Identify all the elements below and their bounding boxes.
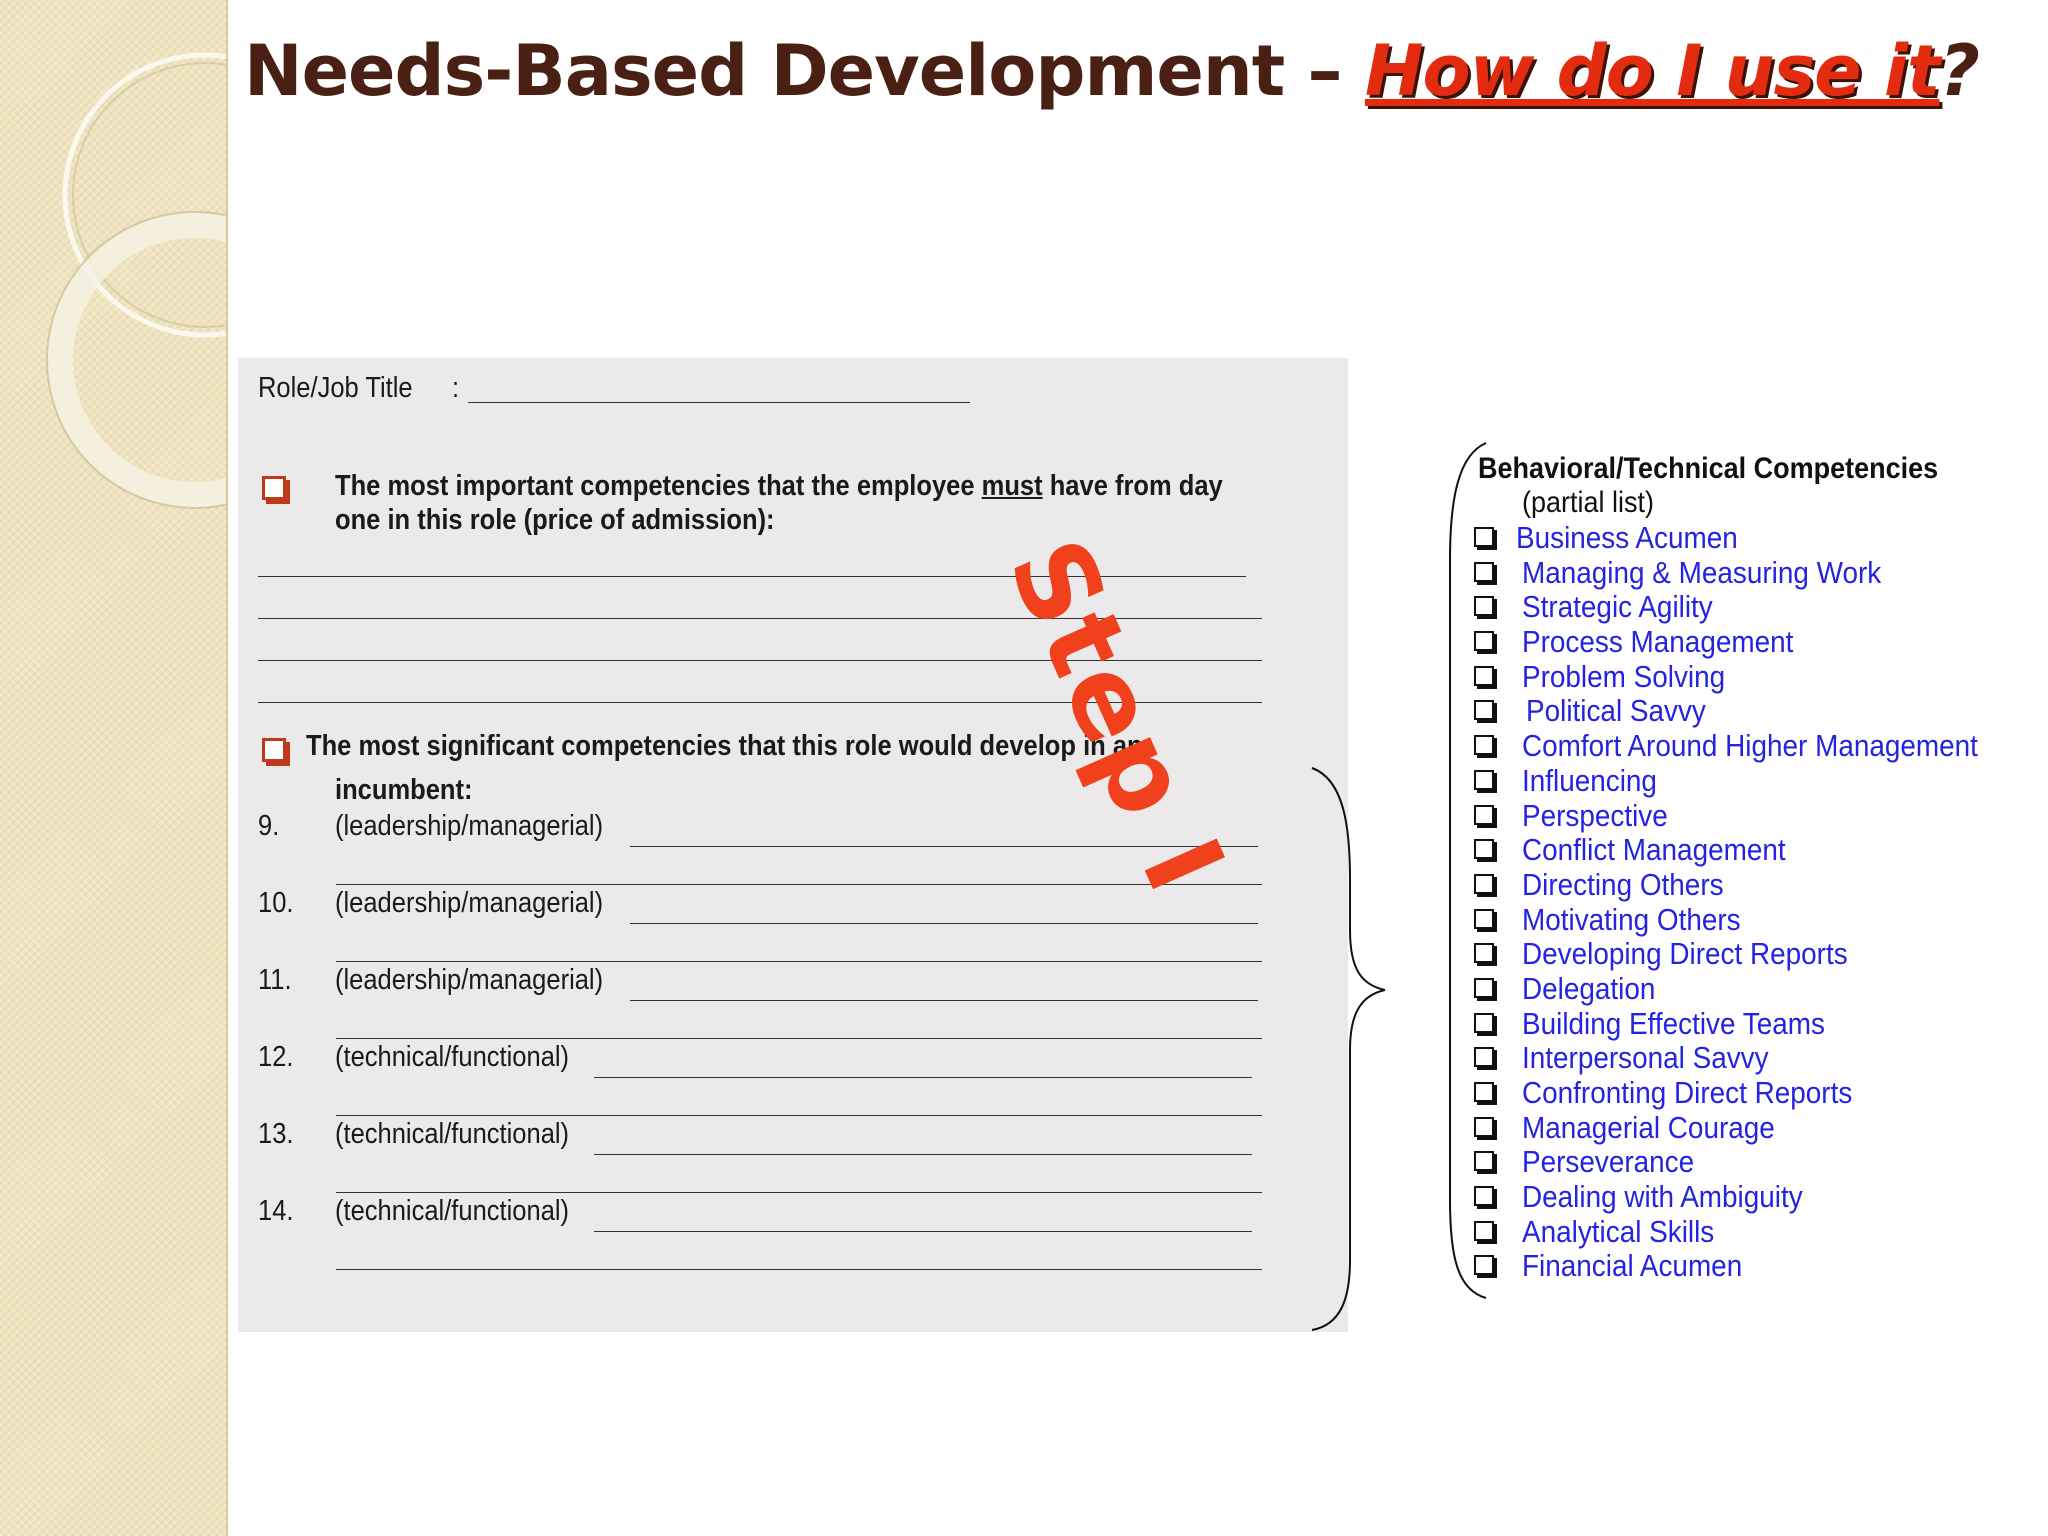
item-number: 14.	[258, 1195, 294, 1227]
competencies-subtitle: (partial list)	[1522, 486, 1655, 519]
competency-label: Influencing	[1522, 762, 1657, 798]
competency-label: Managing & Measuring Work	[1522, 554, 1882, 590]
checkbox-icon[interactable]	[1474, 805, 1494, 825]
question-2-line-2: incumbent:	[335, 774, 473, 806]
item-answer-line[interactable]	[594, 1231, 1252, 1232]
decorative-rings	[0, 0, 226, 560]
competency-label: Delegation	[1522, 970, 1656, 1006]
checkbox-icon[interactable]	[1474, 1117, 1494, 1137]
checkbox-icon[interactable]	[1474, 943, 1494, 963]
item-answer-line-continued[interactable]	[336, 961, 1262, 962]
slide-title	[244, 30, 1979, 112]
checkbox-icon[interactable]	[1474, 527, 1494, 547]
competency-label: Interpersonal Savvy	[1522, 1040, 1769, 1076]
competency-label: Building Effective Teams	[1522, 1005, 1825, 1041]
item-label: (technical/functional)	[335, 1195, 570, 1227]
competency-label: Political Savvy	[1526, 693, 1706, 729]
checkbox-icon[interactable]	[1474, 978, 1494, 998]
item-label: (leadership/managerial)	[335, 887, 604, 919]
checkbox-icon[interactable]	[1474, 1221, 1494, 1241]
checkbox-icon[interactable]	[1474, 874, 1494, 894]
item-answer-line-continued[interactable]	[336, 1192, 1262, 1193]
checkbox-icon[interactable]	[1474, 770, 1494, 790]
competency-label: Problem Solving	[1522, 658, 1726, 694]
checkbox-icon[interactable]	[1474, 631, 1494, 651]
question-1-line-2: one in this role (price of admission):	[335, 504, 775, 536]
competencies-title: Behavioral/Technical Competencies	[1478, 452, 1939, 485]
role-title-colon: :	[452, 372, 460, 404]
item-label: (leadership/managerial)	[335, 810, 604, 842]
competency-label: Financial Acumen	[1522, 1248, 1743, 1284]
item-number: 10.	[258, 887, 294, 919]
item-number: 9.	[258, 810, 280, 842]
item-label: (leadership/managerial)	[335, 964, 604, 996]
competency-label: Perseverance	[1522, 1144, 1695, 1180]
item-answer-line[interactable]	[630, 1000, 1258, 1001]
checkbox-icon[interactable]	[1474, 735, 1494, 755]
title-question-mark: ?	[1939, 30, 1980, 112]
role-title-label: Role/Job Title	[258, 372, 413, 404]
item-answer-line[interactable]	[630, 923, 1258, 924]
checkbox-icon[interactable]	[1474, 700, 1494, 720]
role-title-field[interactable]	[468, 402, 970, 403]
title-dash: –	[1307, 30, 1342, 112]
competency-label: Developing Direct Reports	[1522, 936, 1848, 972]
decorative-side-band	[0, 0, 228, 1536]
checkbox-icon[interactable]	[1474, 1047, 1494, 1067]
competency-label: Process Management	[1522, 624, 1794, 660]
checkbox-icon[interactable]	[1474, 596, 1494, 616]
competency-label: Business Acumen	[1516, 520, 1738, 555]
title-main: Needs-Based Development	[244, 30, 1285, 112]
item-number: 13.	[258, 1118, 294, 1150]
competency-label: Conflict Management	[1522, 832, 1786, 868]
item-answer-line[interactable]	[594, 1154, 1252, 1155]
item-answer-line[interactable]	[594, 1077, 1252, 1078]
competency-label: Directing Others	[1522, 866, 1724, 902]
competency-label: Perspective	[1522, 797, 1668, 833]
competency-label: Strategic Agility	[1522, 589, 1713, 625]
checkbox-icon[interactable]	[1474, 562, 1494, 582]
checkbox-icon[interactable]	[1474, 1255, 1494, 1275]
checkbox-icon[interactable]	[1474, 666, 1494, 686]
step-label: Step I	[983, 522, 1249, 911]
competency-label: Motivating Others	[1522, 901, 1741, 937]
competency-label: Confronting Direct Reports	[1522, 1075, 1853, 1110]
competency-label: Dealing with Ambiguity	[1522, 1179, 1803, 1215]
red-checkbox-icon	[262, 476, 286, 500]
competency-label: Comfort Around Higher Management	[1522, 728, 1978, 764]
question-1-line-1: The most important competencies that the employee must have from day	[335, 470, 1223, 502]
item-label: (technical/functional)	[335, 1041, 570, 1073]
item-label: (technical/functional)	[335, 1118, 570, 1150]
competency-label: Analytical Skills	[1522, 1213, 1715, 1249]
item-answer-line-continued[interactable]	[336, 1038, 1262, 1039]
competency-label: Managerial Courage	[1522, 1109, 1775, 1145]
item-answer-line-continued[interactable]	[336, 1269, 1262, 1270]
checkbox-icon[interactable]	[1474, 1186, 1494, 1206]
must-emphasis: must	[981, 470, 1043, 502]
title-highlight: How do I use it	[1364, 30, 1940, 112]
checkbox-icon[interactable]	[1474, 909, 1494, 929]
item-number: 12.	[258, 1041, 294, 1073]
item-answer-line-continued[interactable]	[336, 1115, 1262, 1116]
checkbox-icon[interactable]	[1474, 1151, 1494, 1171]
checkbox-icon[interactable]	[1474, 1013, 1494, 1033]
red-checkbox-icon	[262, 738, 286, 762]
item-number: 11.	[258, 964, 292, 996]
checkbox-icon[interactable]	[1474, 1082, 1494, 1102]
checkbox-icon[interactable]	[1474, 839, 1494, 859]
question-2-line-1: The most significant competencies that this role would develop in an	[306, 730, 1143, 762]
